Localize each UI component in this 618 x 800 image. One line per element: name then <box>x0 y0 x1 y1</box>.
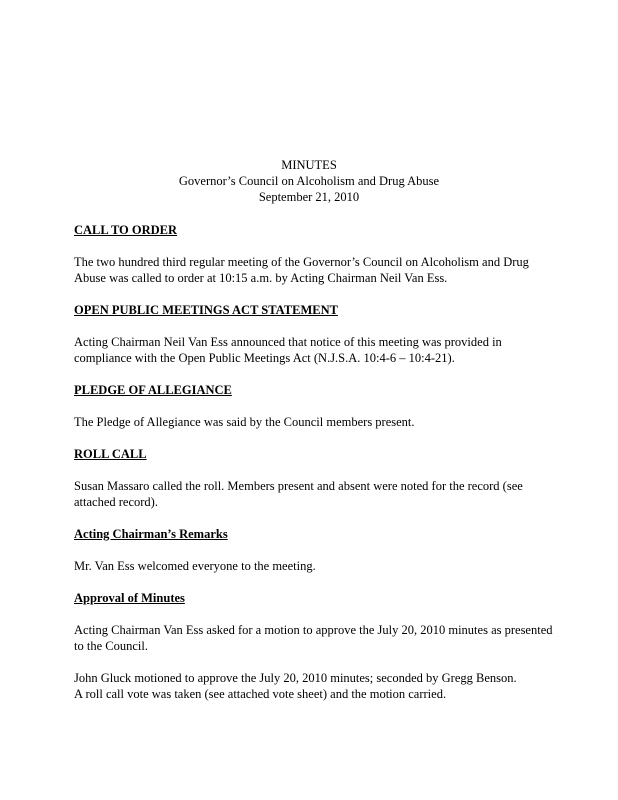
paragraph-call-to-order: The two hundred third regular meeting of the Governor’s Council on Alcoholism and Drug Abuse was called to order at 10:15 a.m. by Acting Chairman Neil Van Ess. <box>74 255 529 285</box>
heading-call-to-order: CALL TO ORDER <box>74 223 178 237</box>
heading-approval-of-minutes: Approval of Minutes <box>74 591 185 605</box>
document-title: MINUTES <box>281 158 337 172</box>
paragraph-pledge: The Pledge of Allegiance was said by the Council members present. <box>74 415 415 429</box>
paragraph-approval-request: Acting Chairman Van Ess asked for a motion to approve the July 20, 2010 minutes as presented to the Council. <box>74 623 553 653</box>
organization-name: Governor’s Council on Alcoholism and Drug Abuse <box>178 174 440 188</box>
paragraph-open-public-meetings: Acting Chairman Neil Van Ess announced that notice of this meeting was provided in compliance with the Open Public Meetings Act (N.J.S.A. 10:4-6 – 10:4-21). <box>74 335 502 365</box>
paragraph-chairman-remarks: Mr. Van Ess welcomed everyone to the meeting. <box>74 559 316 573</box>
heading-roll-call: ROLL CALL <box>74 447 147 461</box>
heading-pledge: PLEDGE OF ALLEGIANCE <box>74 383 232 397</box>
meeting-date: September 21, 2010 <box>258 190 360 204</box>
heading-open-public-meetings: OPEN PUBLIC MEETINGS ACT STATEMENT <box>74 303 338 317</box>
minutes-header <box>0 157 618 205</box>
heading-chairman-remarks: Acting Chairman’s Remarks <box>74 527 228 541</box>
paragraph-approval-motion: John Gluck motioned to approve the July 20, 2010 minutes; seconded by Gregg Benson. A roll call vote was taken (see attached vote sheet) and the motion carried. <box>74 671 517 701</box>
paragraph-roll-call: Susan Massaro called the roll. Members present and absent were noted for the record (see attached record). <box>74 479 523 509</box>
minutes-body <box>74 222 574 718</box>
